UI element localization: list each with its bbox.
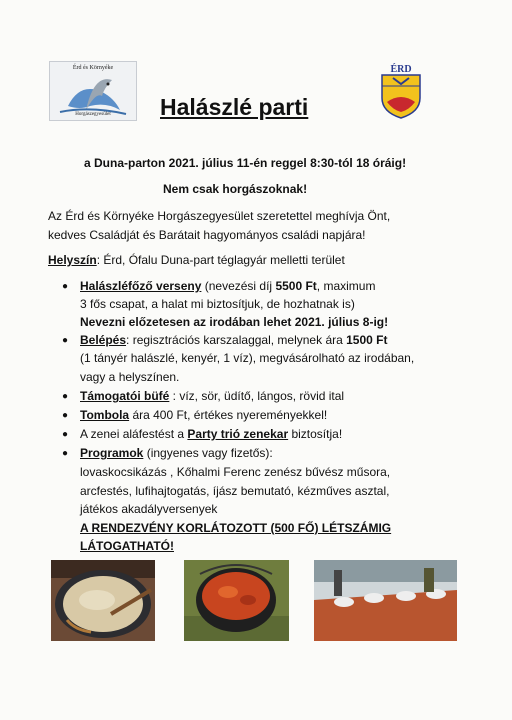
music-text-b: biztosítja! [288, 427, 343, 441]
notice-line-2: LÁTOGATHATÓ! [80, 539, 174, 553]
location-label: Helyszín [48, 253, 97, 267]
programs-line-4: játékos akadályversenyek [80, 502, 218, 516]
city-crest-icon [379, 62, 423, 120]
association-logo [49, 61, 137, 121]
programs-line-1 [80, 445, 273, 461]
buffet-line [80, 388, 344, 404]
entry-text-a: : regisztrációs karszalaggal, melynek ára [126, 333, 347, 347]
fish-soup-photo [51, 560, 155, 641]
entry-line-2: (1 tányér halászlé, kenyér, 1 víz), megvásárolható az irodában, [80, 351, 415, 365]
date-line: a Duna-parton 2021. július 11-én reggel 8:30-tól 18 óráig! [84, 156, 407, 170]
logo-top-text: Érd és Környéke [72, 65, 114, 71]
location [48, 252, 345, 268]
not-only-anglers: Nem csak horgászoknak! [163, 182, 308, 196]
entry-line-3: vagy a helyszínen. [80, 370, 180, 384]
buffet-label: Támogatói büfé [80, 389, 170, 403]
intro-line-2: kedves Családját és Barátait hagyományos családi napjára! [48, 228, 366, 242]
bullet-icon: ● [62, 429, 69, 440]
contest-text-b: , maximum [316, 279, 376, 293]
tombola-line [80, 407, 327, 423]
programs-label: Programok [80, 446, 144, 460]
bullet-icon: ● [62, 410, 69, 421]
cauldron-photo [184, 560, 289, 641]
tombola-text: ára 400 Ft, értékes nyereményekkel! [129, 408, 328, 422]
music-line [80, 426, 342, 442]
contest-text-a: (nevezési díj [201, 279, 276, 293]
entry-line-1 [80, 332, 387, 348]
contest-line-3: Nevezni előzetesen az irodában lehet 2021. július 8-ig! [80, 315, 389, 329]
music-text-a: A zenei aláfestést a [80, 427, 188, 441]
tables-photo [314, 560, 457, 641]
programs-line-2: lovaskocsikázás , Kőhalmi Ferenc zenész bűvész műsora, [80, 465, 391, 479]
bullet-icon: ● [62, 281, 69, 292]
contest-price: 5500 Ft [275, 279, 317, 293]
buffet-text: : víz, sör, üdítő, lángos, rövid ital [169, 389, 345, 403]
contest-line-2: 3 fős csapat, a halat mi biztosítjuk, de hozhatnak is) [80, 297, 355, 311]
bullet-icon: ● [62, 448, 69, 459]
entry-label: Belépés [80, 333, 127, 347]
entry-price: 1500 Ft [346, 333, 388, 347]
music-band: Party trió zenekar [187, 427, 289, 441]
notice-line-1: A RENDEZVÉNY KORLÁTOZOTT (500 FŐ) LÉTSZÁMIG [80, 521, 392, 535]
intro-line-1: Az Érd és Környéke Horgászegyesület szeretettel meghívja Önt, [48, 209, 391, 223]
contest-line-1 [80, 278, 375, 294]
logo-bottom-text: Horgászegyesület [75, 112, 111, 117]
contest-label: Halászléfőző verseny [80, 279, 202, 293]
tombola-label: Tombola [80, 408, 130, 422]
programs-line-3: arcfestés, lufihajtogatás, íjász bemutató, kézműves asztal, [80, 484, 390, 498]
page-title: Halászlé parti [160, 94, 309, 120]
bullet-icon: ● [62, 335, 69, 346]
bullet-icon: ● [62, 391, 69, 402]
crest-text: ÉRD [390, 64, 412, 75]
programs-text: (ingyenes vagy fizetős): [143, 446, 273, 460]
location-text: : Érd, Ófalu Duna-part téglagyár melletti terület [96, 253, 345, 267]
